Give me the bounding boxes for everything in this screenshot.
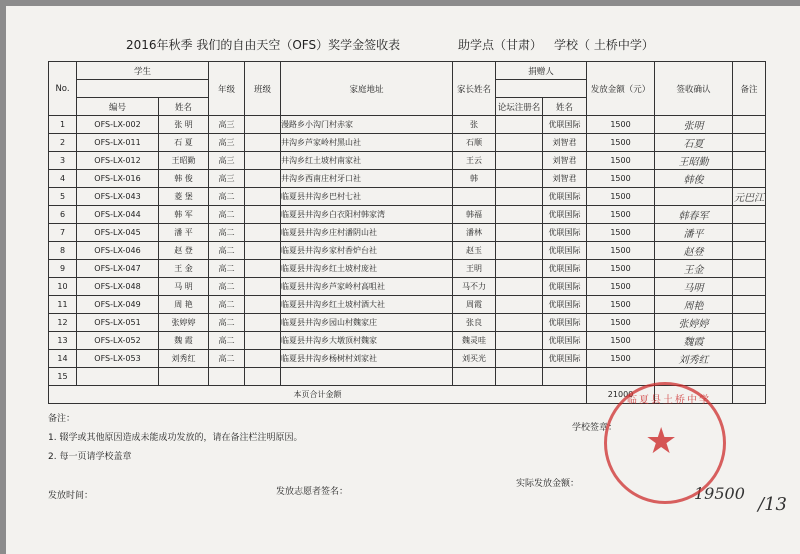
row-number-cell: 11 bbox=[49, 296, 77, 314]
header-amount: 发放金额（元） bbox=[587, 62, 655, 116]
class-cell bbox=[245, 206, 281, 224]
row-number-cell: 10 bbox=[49, 278, 77, 296]
student-id-cell bbox=[77, 368, 159, 386]
row-number-cell: 1 bbox=[49, 116, 77, 134]
student-id-cell: OFS-LX-002 bbox=[77, 116, 159, 134]
donor-name-cell: 刘智君 bbox=[543, 134, 587, 152]
class-cell bbox=[245, 314, 281, 332]
amount-cell bbox=[587, 368, 655, 386]
star-icon: ★ bbox=[645, 421, 678, 462]
donor-name-cell: 优联国际 bbox=[543, 350, 587, 368]
row-number-cell: 8 bbox=[49, 242, 77, 260]
amount-cell: 1500 bbox=[587, 296, 655, 314]
donor-name-cell: 刘智君 bbox=[543, 170, 587, 188]
parent-name-cell: 张良 bbox=[453, 314, 496, 332]
receipt-table bbox=[48, 61, 766, 404]
signature-cell: 刘秀红 bbox=[655, 350, 733, 368]
parent-name-cell: 韩福 bbox=[453, 206, 496, 224]
remark-cell bbox=[733, 170, 766, 188]
grade-cell: 高二 bbox=[209, 224, 245, 242]
address-cell: 井沟乡西南庄村牙口社 bbox=[281, 170, 453, 188]
student-id-cell: OFS-LX-012 bbox=[77, 152, 159, 170]
amount-cell: 1500 bbox=[587, 152, 655, 170]
header-grade: 年级 bbox=[209, 62, 245, 116]
grade-cell: 高三 bbox=[209, 152, 245, 170]
signature-cell: 张明 bbox=[655, 116, 733, 134]
form-title: 2016年秋季 我们的自由天空（OFS）奖学金签收表 bbox=[126, 38, 401, 52]
signature-cell: 张婷婷 bbox=[655, 314, 733, 332]
header-address: 家庭地址 bbox=[281, 62, 453, 116]
row-number-cell: 5 bbox=[49, 188, 77, 206]
parent-name-cell: 周霞 bbox=[453, 296, 496, 314]
student-id-cell: OFS-LX-053 bbox=[77, 350, 159, 368]
table-row bbox=[49, 188, 766, 206]
grade-cell: 高二 bbox=[209, 278, 245, 296]
row-number-cell: 4 bbox=[49, 170, 77, 188]
address-cell: 井沟乡芦家岭村黑山社 bbox=[281, 134, 453, 152]
amount-cell: 1500 bbox=[587, 260, 655, 278]
address-cell: 临夏县井沟乡红土坡村酒大社 bbox=[281, 296, 453, 314]
grade-cell: 高二 bbox=[209, 296, 245, 314]
class-cell bbox=[245, 152, 281, 170]
row-number-cell: 13 bbox=[49, 332, 77, 350]
student-id-cell: OFS-LX-043 bbox=[77, 188, 159, 206]
forum-name-cell bbox=[496, 188, 543, 206]
amount-cell: 1500 bbox=[587, 350, 655, 368]
student-id-cell: OFS-LX-051 bbox=[77, 314, 159, 332]
grade-cell: 高二 bbox=[209, 314, 245, 332]
donor-name-cell bbox=[543, 368, 587, 386]
header-parent: 家长姓名 bbox=[453, 62, 496, 116]
grade-cell: 高三 bbox=[209, 116, 245, 134]
table-row bbox=[49, 278, 766, 296]
remark-cell bbox=[733, 332, 766, 350]
address-cell: 井沟乡红土坡村南家社 bbox=[281, 152, 453, 170]
table-row bbox=[49, 152, 766, 170]
signature-cell: 周艳 bbox=[655, 296, 733, 314]
parent-name-cell: 王云 bbox=[453, 152, 496, 170]
amount-cell: 1500 bbox=[587, 278, 655, 296]
parent-name-cell: 马不力 bbox=[453, 278, 496, 296]
header-donor-name: 姓名 bbox=[543, 98, 587, 116]
forum-name-cell bbox=[496, 134, 543, 152]
donor-name-cell: 优联国际 bbox=[543, 314, 587, 332]
remark-cell bbox=[733, 116, 766, 134]
student-name-cell: 潘 平 bbox=[159, 224, 209, 242]
header-student-name: 姓名 bbox=[159, 98, 209, 116]
student-name-cell: 石 夏 bbox=[159, 134, 209, 152]
class-cell bbox=[245, 296, 281, 314]
grade-cell: 高三 bbox=[209, 134, 245, 152]
student-id-cell: OFS-LX-046 bbox=[77, 242, 159, 260]
forum-name-cell bbox=[496, 296, 543, 314]
parent-name-cell bbox=[453, 368, 496, 386]
note-line-1: 1. 辍学或其他原因造成未能成功发放的，请在备注栏注明原因。 bbox=[48, 433, 303, 443]
header-student-blank bbox=[77, 80, 209, 98]
student-name-cell: 王昭勤 bbox=[159, 152, 209, 170]
table-row bbox=[49, 296, 766, 314]
donor-name-cell: 优联国际 bbox=[543, 332, 587, 350]
remark-cell bbox=[733, 206, 766, 224]
amount-cell: 1500 bbox=[587, 224, 655, 242]
amount-cell: 1500 bbox=[587, 188, 655, 206]
signature-cell: 赵登 bbox=[655, 242, 733, 260]
student-name-cell: 魏 霞 bbox=[159, 332, 209, 350]
total-label: 本页合计金额 bbox=[49, 386, 587, 404]
grade-cell: 高二 bbox=[209, 188, 245, 206]
class-cell bbox=[245, 260, 281, 278]
donor-name-cell: 优联国际 bbox=[543, 296, 587, 314]
table-row bbox=[49, 170, 766, 188]
donor-name-cell: 优联国际 bbox=[543, 260, 587, 278]
remark-cell bbox=[733, 260, 766, 278]
release-time-label: 发放时间： bbox=[48, 491, 94, 501]
volunteer-sign-label: 发放志愿者签名： bbox=[276, 487, 349, 497]
student-id-cell: OFS-LX-044 bbox=[77, 206, 159, 224]
address-cell: 临夏县井沟乡巴村七社 bbox=[281, 188, 453, 206]
student-id-cell: OFS-LX-047 bbox=[77, 260, 159, 278]
forum-name-cell bbox=[496, 224, 543, 242]
parent-name-cell bbox=[453, 188, 496, 206]
table-row bbox=[49, 314, 766, 332]
row-number-cell: 15 bbox=[49, 368, 77, 386]
donor-name-cell: 优联国际 bbox=[543, 206, 587, 224]
remark-cell bbox=[733, 152, 766, 170]
donor-name-cell: 优联国际 bbox=[543, 224, 587, 242]
address-cell: 临夏县井沟乡红土坡村庞社 bbox=[281, 260, 453, 278]
amount-cell: 1500 bbox=[587, 332, 655, 350]
amount-cell: 1500 bbox=[587, 116, 655, 134]
row-number-cell: 3 bbox=[49, 152, 77, 170]
address-cell: 临夏县井沟乡大墩顶村魏家 bbox=[281, 332, 453, 350]
stamp-text: 临夏县土桥中学 bbox=[627, 395, 711, 406]
header-student: 学生 bbox=[77, 62, 209, 80]
donor-name-cell: 刘智君 bbox=[543, 152, 587, 170]
parent-name-cell: 王明 bbox=[453, 260, 496, 278]
student-name-cell: 韩 俊 bbox=[159, 170, 209, 188]
amount-cell: 1500 bbox=[587, 134, 655, 152]
total-amount: 21000 bbox=[587, 386, 655, 404]
table-row bbox=[49, 206, 766, 224]
remark-cell bbox=[733, 242, 766, 260]
row-number-cell: 6 bbox=[49, 206, 77, 224]
school-name: 学校（ 土桥中学） bbox=[554, 38, 654, 52]
header-forum-user: 论坛注册名 bbox=[496, 98, 543, 116]
class-cell bbox=[245, 350, 281, 368]
scholarship-receipt-form bbox=[6, 6, 800, 554]
forum-name-cell bbox=[496, 278, 543, 296]
forum-name-cell bbox=[496, 350, 543, 368]
donor-name-cell: 优联国际 bbox=[543, 188, 587, 206]
forum-name-cell bbox=[496, 314, 543, 332]
header-sign: 签收确认 bbox=[655, 62, 733, 116]
grade-cell: 高二 bbox=[209, 350, 245, 368]
remark-cell bbox=[733, 134, 766, 152]
signature-cell: 石夏 bbox=[655, 134, 733, 152]
table-row bbox=[49, 242, 766, 260]
row-number-cell: 2 bbox=[49, 134, 77, 152]
forum-name-cell bbox=[496, 242, 543, 260]
student-id-cell: OFS-LX-045 bbox=[77, 224, 159, 242]
address-cell: 临夏县井沟乡杨树村刘家社 bbox=[281, 350, 453, 368]
forum-name-cell bbox=[496, 170, 543, 188]
grade-cell: 高二 bbox=[209, 332, 245, 350]
signature-cell: 马明 bbox=[655, 278, 733, 296]
student-name-cell: 赵 登 bbox=[159, 242, 209, 260]
donor-name-cell: 优联国际 bbox=[543, 278, 587, 296]
table-row bbox=[49, 134, 766, 152]
address-cell: 临夏县井沟乡园山村魏家庄 bbox=[281, 314, 453, 332]
class-cell bbox=[245, 170, 281, 188]
parent-name-cell: 赵玉 bbox=[453, 242, 496, 260]
table-row bbox=[49, 332, 766, 350]
class-cell bbox=[245, 134, 281, 152]
grade-cell: 高二 bbox=[209, 260, 245, 278]
grade-cell bbox=[209, 368, 245, 386]
student-name-cell: 菱 堡 bbox=[159, 188, 209, 206]
address-cell: 临夏县井沟乡白衣阳村韩家湾 bbox=[281, 206, 453, 224]
header-class: 班级 bbox=[245, 62, 281, 116]
parent-name-cell: 张 bbox=[453, 116, 496, 134]
student-name-cell: 张 明 bbox=[159, 116, 209, 134]
remark-cell bbox=[733, 350, 766, 368]
signature-cell: 韩俊 bbox=[655, 170, 733, 188]
parent-name-cell: 魏灵哇 bbox=[453, 332, 496, 350]
student-name-cell: 王 金 bbox=[159, 260, 209, 278]
donor-name-cell: 优联国际 bbox=[543, 242, 587, 260]
signature-cell: 王金 bbox=[655, 260, 733, 278]
aid-point: 助学点（甘肃） bbox=[458, 38, 543, 52]
signature-cell: 潘平 bbox=[655, 224, 733, 242]
header-donor: 捐赠人 bbox=[496, 62, 587, 80]
row-number-cell: 12 bbox=[49, 314, 77, 332]
header-remark: 备注 bbox=[733, 62, 766, 116]
row-number-cell: 14 bbox=[49, 350, 77, 368]
signature-cell: 韩春军 bbox=[655, 206, 733, 224]
forum-name-cell bbox=[496, 206, 543, 224]
table-row bbox=[49, 350, 766, 368]
amount-cell: 1500 bbox=[587, 206, 655, 224]
signature-cell: 王昭勤 bbox=[655, 152, 733, 170]
remark-cell bbox=[733, 314, 766, 332]
parent-name-cell: 刘买光 bbox=[453, 350, 496, 368]
school-sign-label: 学校签章： bbox=[572, 423, 618, 433]
forum-name-cell bbox=[496, 332, 543, 350]
student-name-cell: 刘秀红 bbox=[159, 350, 209, 368]
address-cell bbox=[281, 368, 453, 386]
table-row bbox=[49, 224, 766, 242]
grade-cell: 高三 bbox=[209, 170, 245, 188]
school-stamp bbox=[604, 382, 726, 504]
handwritten-amount: 19500 bbox=[694, 484, 745, 503]
signature-cell bbox=[655, 188, 733, 206]
student-name-cell: 周 艳 bbox=[159, 296, 209, 314]
table-row bbox=[49, 260, 766, 278]
student-name-cell: 张婷婷 bbox=[159, 314, 209, 332]
address-cell: 临夏县井沟乡芦家岭村高咀社 bbox=[281, 278, 453, 296]
header-student-id: 编号 bbox=[77, 98, 159, 116]
class-cell bbox=[245, 368, 281, 386]
actual-amount-label: 实际发放金额： bbox=[516, 479, 580, 489]
remark-cell bbox=[733, 368, 766, 386]
table-row bbox=[49, 116, 766, 134]
amount-cell: 1500 bbox=[587, 314, 655, 332]
notes-heading: 备注： bbox=[48, 414, 76, 424]
grade-cell: 高二 bbox=[209, 242, 245, 260]
student-name-cell: 马 明 bbox=[159, 278, 209, 296]
student-id-cell: OFS-LX-011 bbox=[77, 134, 159, 152]
student-id-cell: OFS-LX-016 bbox=[77, 170, 159, 188]
class-cell bbox=[245, 278, 281, 296]
parent-name-cell: 石顺 bbox=[453, 134, 496, 152]
remark-cell bbox=[733, 224, 766, 242]
forum-name-cell bbox=[496, 368, 543, 386]
class-cell bbox=[245, 332, 281, 350]
class-cell bbox=[245, 116, 281, 134]
header-donor-blank bbox=[496, 80, 587, 98]
address-cell: 临夏县井沟乡家村香炉台社 bbox=[281, 242, 453, 260]
class-cell bbox=[245, 242, 281, 260]
amount-cell: 1500 bbox=[587, 242, 655, 260]
student-id-cell: OFS-LX-052 bbox=[77, 332, 159, 350]
parent-name-cell: 韩 bbox=[453, 170, 496, 188]
parent-name-cell: 潘林 bbox=[453, 224, 496, 242]
forum-name-cell bbox=[496, 152, 543, 170]
student-name-cell: 韩 军 bbox=[159, 206, 209, 224]
address-cell: 漫路乡小沟门村赤家 bbox=[281, 116, 453, 134]
forum-name-cell bbox=[496, 116, 543, 134]
amount-cell: 1500 bbox=[587, 170, 655, 188]
student-id-cell: OFS-LX-049 bbox=[77, 296, 159, 314]
grade-cell: 高二 bbox=[209, 206, 245, 224]
class-cell bbox=[245, 224, 281, 242]
row-number-cell: 9 bbox=[49, 260, 77, 278]
remark-cell bbox=[733, 278, 766, 296]
donor-name-cell: 优联国际 bbox=[543, 116, 587, 134]
student-name-cell bbox=[159, 368, 209, 386]
remark-cell bbox=[733, 296, 766, 314]
header-no: No. bbox=[49, 62, 77, 116]
signature-cell: 魏霞 bbox=[655, 332, 733, 350]
handwritten-date: /13 bbox=[758, 494, 787, 515]
row-number-cell: 7 bbox=[49, 224, 77, 242]
student-id-cell: OFS-LX-048 bbox=[77, 278, 159, 296]
address-cell: 临夏县井沟乡庄村潘阴山社 bbox=[281, 224, 453, 242]
forum-name-cell bbox=[496, 260, 543, 278]
class-cell bbox=[245, 188, 281, 206]
note-line-2: 2. 每一页请学校盖章 bbox=[48, 452, 132, 462]
remark-cell: 元巴江 bbox=[733, 188, 766, 206]
total-remark-blank bbox=[733, 386, 766, 404]
